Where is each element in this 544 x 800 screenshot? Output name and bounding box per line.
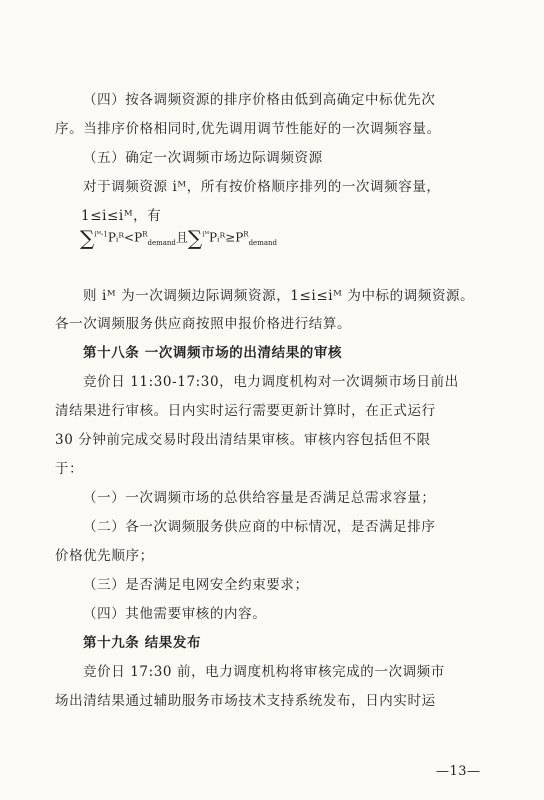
list-item: （四）其他需要审核的内容。 (83, 606, 267, 622)
list-item-continuation: 价格优先顺序； (55, 548, 154, 564)
list-item: （二）各一次调频服务供应商的中标情况，是否满足排序 (83, 519, 436, 535)
summation-sign: ∑ (80, 226, 95, 250)
paragraph-line: 于： (55, 461, 84, 477)
summation-sign: ∑ (187, 226, 203, 250)
paragraph-line: 30 分钟前完成交易时段出清结果审核。审核内容包括但不限 (55, 432, 431, 448)
paragraph-line: 清结果进行审核。日内实时运行需要更新计算时，在正式运行 (55, 403, 436, 419)
paragraph-line: 竞价日 17:30 前，电力调度机构将审核完成的一次调频市 (83, 664, 445, 680)
paragraph-line: 竞价日 11:30-17:30，电力调度机构对一次调频市场日前出 (83, 374, 459, 390)
paragraph-line: 则 iᴹ 为一次调频边际调频资源，1≤i≤iᴹ 为中标的调频资源。 (83, 288, 475, 304)
paragraph-line: 1≤i≤iᴹ，有 (81, 208, 162, 224)
page-number: —13— (436, 764, 481, 779)
paragraph-line: 各一次调频服务供应商按照申报价格进行结算。 (55, 316, 352, 332)
paragraph-line: 序。当排序价格相同时,优先调用调节性能好的一次调频容量。 (55, 121, 441, 137)
list-item: （三）是否满足电网安全约束要求； (83, 577, 309, 593)
subheading: （五）确定一次调频市场边际调频资源 (83, 150, 323, 166)
article-heading: 第十九条 结果发布 (83, 635, 202, 651)
paragraph-line: （四）按各调频资源的排序价格由低到高确定中标优先次 (83, 92, 436, 108)
list-item: （一）一次调频市场的总供给容量是否满足总需求容量； (83, 490, 436, 506)
article-heading: 第十八条 一次调频市场的出清结果的审核 (83, 345, 343, 361)
paragraph-line: 对于调频资源 iᴹ，所有按价格顺序排列的一次调频容量， (83, 179, 441, 195)
paragraph-line: 场出清结果通过辅助服务市场技术支持系统发布，日内实时运 (55, 693, 436, 709)
summation-formula: $\sum^{iᴹ-1}Pᵢᴿ<P^R_{demand}$且$\sum^{iᴹ}Pᵢᴿ\ge P^R_{demand}$ (80, 226, 278, 250)
